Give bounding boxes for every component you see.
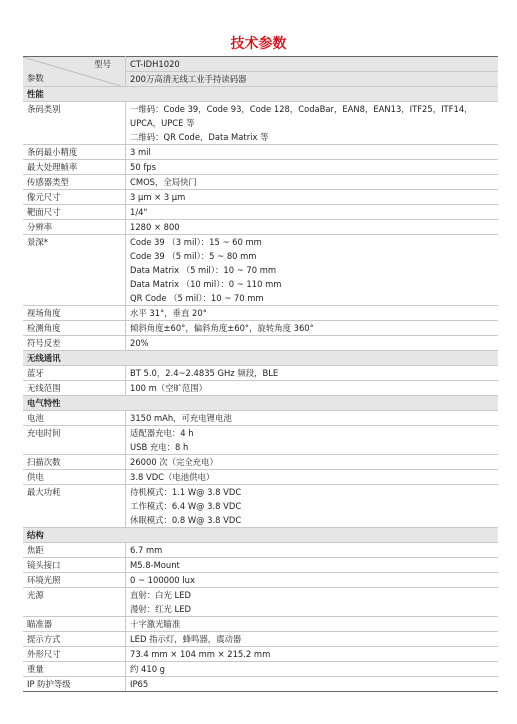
spec-value: [126, 306, 499, 321]
spec-value-line: 待机模式：1.1 W@ 3.8 VDC: [130, 487, 242, 497]
spec-label: 扫描次数: [23, 455, 126, 470]
spec-value: [126, 175, 499, 190]
table-row: [23, 662, 498, 677]
spec-label: 最大功耗: [23, 485, 126, 528]
spec-label: 条码类别: [23, 102, 126, 145]
table-row: [23, 381, 498, 396]
spec-value-line: 工作模式：6.4 W@ 3.8 VDC: [130, 501, 242, 511]
spec-value: [126, 102, 499, 145]
spec-value-line: 倾斜角度±60°，偏斜角度±60°，旋转角度 360°: [130, 323, 314, 333]
page-title: 技术参数: [230, 36, 287, 52]
spec-value-line: Data Matrix （10 mil）：0 ~ 110 mm: [130, 279, 282, 289]
spec-value-line: 3.8 VDC（电池供电）: [130, 472, 215, 482]
table-row: [23, 573, 498, 588]
table-row: [23, 647, 498, 662]
spec-value: [126, 336, 499, 351]
table-row: [23, 558, 498, 573]
table-row: [23, 617, 498, 632]
spec-value: [126, 321, 499, 336]
table-row: [23, 336, 498, 351]
table-row: [23, 455, 498, 470]
spec-value: [126, 588, 499, 617]
table-row: [23, 220, 498, 235]
spec-value: [126, 190, 499, 205]
spec-label: 像元尺寸: [23, 190, 126, 205]
header-label-model: 型号: [94, 59, 111, 69]
table-row: [23, 411, 498, 426]
table-row: [23, 426, 498, 455]
spec-value: [126, 426, 499, 455]
spec-label: 最大处理帧率: [23, 160, 126, 175]
spec-value-line: Code 39 （5 mil）：5 ~ 80 mm: [130, 251, 257, 261]
spec-value-line: 73.4 mm × 104 mm × 215.2 mm: [130, 649, 271, 659]
table-row: [23, 588, 498, 617]
spec-value: [126, 470, 499, 485]
table-row: [23, 485, 498, 528]
spec-value-line: Data Matrix （5 mil）：10 ~ 70 mm: [130, 265, 277, 275]
table-row: [23, 677, 498, 692]
spec-label: 电池: [23, 411, 126, 426]
spec-value: [126, 455, 499, 470]
table-row: [23, 632, 498, 647]
spec-value-line: 一维码：Code 39，Code 93，Code 128，CodaBar，EAN8，EAN13，ITF25，ITF14，: [130, 104, 473, 114]
spec-value-line: 二维码：QR Code，Data Matrix 等: [130, 132, 269, 142]
spec-value-line: USB 充电：8 h: [130, 442, 189, 452]
spec-label: 瞄准器: [23, 617, 126, 632]
table-row: [23, 205, 498, 220]
section-header: [23, 528, 498, 543]
spec-value-line: 100 m（空旷范围）: [130, 383, 208, 393]
section-title: 电气特性: [23, 396, 498, 411]
spec-value-line: QR Code （5 mil）：10 ~ 70 mm: [130, 293, 264, 303]
spec-label: 环境光照: [23, 573, 126, 588]
spec-value-line: 休眠模式：0.8 W@ 3.8 VDC: [130, 515, 242, 525]
spec-label: 焦距: [23, 543, 126, 558]
spec-value: [126, 677, 499, 692]
section-title: 结构: [23, 528, 498, 543]
spec-label: 分辨率: [23, 220, 126, 235]
spec-label: 供电: [23, 470, 126, 485]
spec-value: [126, 543, 499, 558]
spec-value-line: CMOS，全局快门: [130, 177, 197, 187]
table-row: [23, 102, 498, 145]
spec-value: [126, 205, 499, 220]
spec-label: 视场角度: [23, 306, 126, 321]
section-header: [23, 351, 498, 366]
spec-label: 条码最小精度: [23, 145, 126, 160]
spec-value: [126, 235, 499, 306]
table-row: [23, 160, 498, 175]
spec-value-line: Code 39 （3 mil）：15 ~ 60 mm: [130, 237, 262, 247]
table-row: [23, 190, 498, 205]
spec-value: [126, 662, 499, 677]
spec-value: [126, 220, 499, 235]
spec-label: 重量: [23, 662, 126, 677]
spec-label: IP 防护等级: [23, 677, 126, 692]
spec-value: [126, 366, 499, 381]
model-number: CT-IDH1020: [126, 57, 498, 72]
section-header: [23, 396, 498, 411]
header-label-param: 参数: [27, 73, 44, 83]
table-row: [23, 175, 498, 190]
spec-value-line: 1/4": [130, 207, 148, 217]
spec-label: 光源: [23, 588, 126, 617]
table-row: [23, 470, 498, 485]
spec-value: [126, 632, 499, 647]
spec-value-line: 1280 × 800: [130, 222, 180, 232]
spec-value: [126, 573, 499, 588]
spec-value-line: 50 fps: [130, 162, 156, 172]
spec-value: [126, 411, 499, 426]
spec-label: 传感器类型: [23, 175, 126, 190]
spec-value-line: 适配器充电：4 h: [130, 428, 194, 438]
spec-label: 靶面尺寸: [23, 205, 126, 220]
section-title: 无线通讯: [23, 351, 498, 366]
spec-value-line: 3 mil: [130, 147, 151, 157]
spec-value-line: 漫射：红光 LED: [130, 604, 191, 614]
spec-value-line: 3150 mAh，可充电锂电池: [130, 413, 232, 423]
spec-label: 提示方式: [23, 632, 126, 647]
spec-value: [126, 485, 499, 528]
spec-value: [126, 647, 499, 662]
spec-label: 蓝牙: [23, 366, 126, 381]
table-header-row: [23, 57, 498, 87]
spec-label: 充电时间: [23, 426, 126, 455]
header-label-cell: [23, 57, 126, 87]
table-row: [23, 321, 498, 336]
spec-value-line: IP65: [130, 679, 149, 689]
spec-label: 景深*: [23, 235, 126, 306]
table-row: [23, 543, 498, 558]
section-header: [23, 87, 498, 102]
spec-label: 外形尺寸: [23, 647, 126, 662]
spec-value-line: UPCA，UPCE 等: [130, 118, 195, 128]
table-row: [23, 145, 498, 160]
spec-value: [126, 617, 499, 632]
spec-value: [126, 381, 499, 396]
spec-table: [23, 56, 498, 692]
spec-value-line: BT 5.0，2.4~2.4835 GHz 频段，BLE: [130, 368, 279, 378]
spec-value-line: 水平 31°，垂直 20°: [130, 308, 207, 318]
section-title: 性能: [23, 87, 498, 102]
spec-value-line: M5.8-Mount: [130, 560, 180, 570]
spec-label: 镜头接口: [23, 558, 126, 573]
table-row: [23, 306, 498, 321]
spec-value: [126, 160, 499, 175]
spec-label: 符号反差: [23, 336, 126, 351]
spec-value-line: 十字激光瞄准: [130, 619, 181, 629]
spec-label: 无线范围: [23, 381, 126, 396]
spec-value-line: 20%: [130, 338, 149, 348]
spec-value-line: 26000 次（完全充电）: [130, 457, 218, 467]
spec-value-line: 直射：白光 LED: [130, 590, 191, 600]
table-row: [23, 235, 498, 306]
spec-value: [126, 145, 499, 160]
spec-value-line: 0 ~ 100000 lux: [130, 575, 195, 585]
spec-value-line: 6.7 mm: [130, 545, 163, 555]
model-description: 200万高清无线工业手持读码器: [130, 74, 247, 84]
spec-label: 检测角度: [23, 321, 126, 336]
spec-value-line: LED 指示灯，蜂鸣器，震动器: [130, 634, 242, 644]
header-value-cell: [126, 57, 499, 87]
table-row: [23, 366, 498, 381]
spec-value-line: 约 410 g: [130, 664, 166, 674]
spec-value: [126, 558, 499, 573]
spec-value-line: 3 μm × 3 μm: [130, 192, 186, 202]
